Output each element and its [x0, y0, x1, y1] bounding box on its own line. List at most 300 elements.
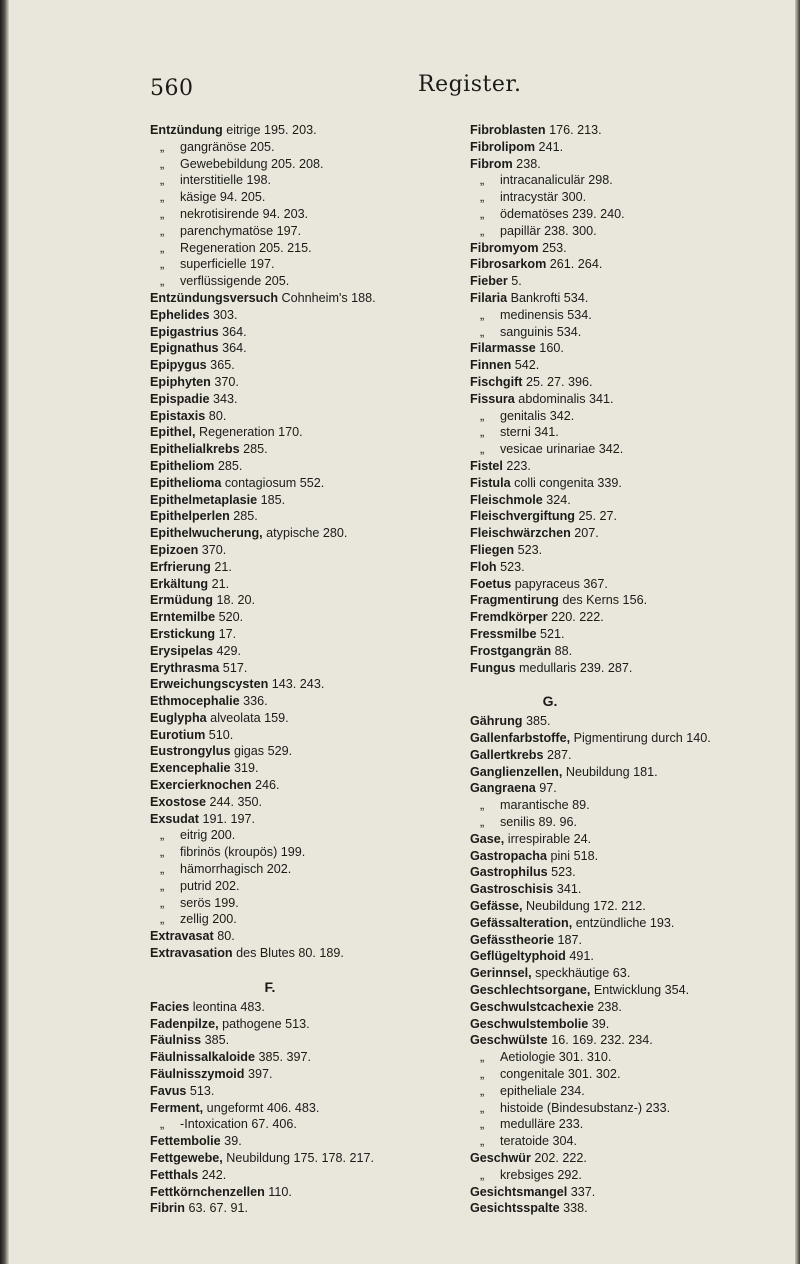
- index-entry: [470, 1200, 790, 1217]
- index-keyword: Fibromyom: [470, 240, 539, 255]
- index-keyword: Extravasation: [150, 946, 233, 961]
- index-references: Neubildung 172. 212.: [522, 899, 646, 914]
- ditto-mark: „: [480, 324, 485, 339]
- index-keyword: Erythrasma: [150, 660, 220, 675]
- index-keyword: Fleischvergiftung: [470, 509, 575, 524]
- index-entry: [470, 881, 790, 898]
- ditto-mark: „: [160, 862, 165, 877]
- index-subentry-text: ödematöses 239. 240.: [500, 206, 625, 221]
- index-keyword: Fistula: [470, 475, 511, 490]
- index-entry: [150, 525, 430, 542]
- running-title: Register.: [418, 72, 522, 97]
- index-keyword: Geflügeltyphoid: [470, 949, 566, 964]
- ditto-mark: „: [160, 206, 165, 221]
- index-references: 242.: [198, 1167, 227, 1182]
- index-entry: [470, 643, 790, 660]
- index-entry: [470, 948, 790, 965]
- index-column-right: [470, 122, 790, 1217]
- index-subentry: [470, 1066, 790, 1083]
- index-references: 542.: [511, 358, 540, 373]
- index-keyword: Fissura: [470, 391, 515, 406]
- index-entry: [150, 424, 430, 441]
- index-subentry: [150, 911, 430, 928]
- index-references: 513.: [186, 1083, 215, 1098]
- ditto-mark: „: [480, 173, 485, 188]
- index-keyword: Fetthals: [150, 1167, 199, 1182]
- ditto-mark: „: [160, 240, 165, 255]
- index-entry: [150, 122, 430, 139]
- ditto-mark: „: [160, 223, 165, 238]
- ditto-mark: „: [480, 1067, 485, 1082]
- index-entry: [470, 848, 790, 865]
- index-references: 520.: [215, 610, 244, 625]
- index-references: Neubildung 181.: [562, 764, 658, 779]
- index-references: 110.: [264, 1184, 292, 1199]
- index-keyword: Geschwülste: [470, 1033, 548, 1048]
- index-references: eitrige 195. 203.: [222, 123, 317, 137]
- index-keyword: Fremdkörper: [470, 610, 548, 625]
- index-references: 21.: [210, 559, 232, 574]
- index-subentry: [150, 827, 430, 844]
- index-entry: [470, 713, 790, 730]
- index-subentry-text: hämorrhagisch 202.: [180, 862, 292, 877]
- index-references: 5.: [507, 274, 522, 289]
- ditto-mark: „: [480, 1134, 485, 1149]
- index-entry: [150, 1083, 430, 1100]
- index-entry: [150, 1150, 430, 1167]
- index-references: contagiosum 552.: [221, 475, 325, 490]
- index-keyword: Fäulniss: [150, 1033, 202, 1048]
- index-entry: [470, 965, 790, 982]
- index-keyword: Gefässalteration,: [470, 915, 573, 930]
- index-references: 253.: [538, 240, 567, 255]
- index-entry: [150, 391, 430, 408]
- index-keyword: Geschwulstembolie: [470, 1016, 589, 1031]
- index-references: 523.: [496, 559, 525, 574]
- index-entry: [150, 999, 430, 1016]
- index-entry: [470, 508, 790, 525]
- index-entry: [150, 1167, 430, 1184]
- index-keyword: Epithelmetaplasie: [150, 492, 258, 507]
- index-subentry: [150, 861, 430, 878]
- index-keyword: Filarmasse: [470, 341, 536, 356]
- index-keyword: Fibrom: [470, 156, 513, 171]
- ditto-mark: „: [160, 173, 165, 188]
- index-keyword: Erkältung: [150, 576, 209, 591]
- index-references: 385.: [201, 1033, 230, 1048]
- section-letter: G.: [542, 693, 558, 710]
- index-references: 303.: [209, 307, 238, 322]
- ditto-mark: „: [160, 1117, 165, 1132]
- index-subentry-text: genitalis 342.: [500, 408, 575, 423]
- index-references: 25. 27. 396.: [522, 374, 593, 389]
- index-references: 385. 397.: [255, 1050, 312, 1065]
- ditto-mark: „: [160, 257, 165, 272]
- index-references: 364.: [218, 324, 247, 339]
- index-references: 244. 350.: [206, 794, 263, 809]
- index-references: pathogene 513.: [218, 1016, 310, 1031]
- index-keyword: Gastropacha: [470, 848, 547, 863]
- index-subentry-text: eitrig 200.: [180, 828, 236, 843]
- index-references: pini 518.: [547, 848, 599, 863]
- index-references: 285.: [229, 509, 258, 524]
- index-subentry-text: histoide (Bindesubstanz-) 233.: [500, 1100, 671, 1115]
- index-references: 241.: [535, 139, 564, 154]
- index-keyword: Fibrosarkom: [470, 257, 547, 272]
- index-subentry: [150, 189, 430, 206]
- index-references: 336.: [239, 694, 268, 709]
- ditto-mark: „: [160, 274, 165, 289]
- index-keyword: Exercierknochen: [150, 778, 252, 793]
- index-references: medullaris 239. 287.: [515, 660, 633, 675]
- index-subentry-text: intracanaliculär 298.: [500, 173, 613, 188]
- index-subentry: [470, 189, 790, 206]
- index-entry: [470, 1016, 790, 1033]
- index-keyword: Fettkörnchenzellen: [150, 1184, 265, 1199]
- ditto-mark: „: [480, 1083, 485, 1098]
- index-subentry-text: käsige 94. 205.: [180, 190, 266, 205]
- index-references: 191. 197.: [199, 811, 256, 826]
- index-references: Pigmentirung durch 140.: [570, 731, 711, 746]
- index-keyword: Epizoen: [150, 542, 199, 557]
- ditto-mark: „: [160, 912, 165, 927]
- index-keyword: Gefässe,: [470, 899, 523, 914]
- index-entry: [470, 576, 790, 593]
- index-keyword: Ethmocephalie: [150, 694, 240, 709]
- index-entry: [470, 747, 790, 764]
- index-entry: [470, 290, 790, 307]
- scanned-page-edge: [0, 0, 9, 1264]
- index-entry: [150, 408, 430, 425]
- index-references: 238.: [593, 999, 622, 1014]
- index-keyword: Fistel: [470, 458, 503, 473]
- index-keyword: Exsudat: [150, 811, 199, 826]
- index-references: papyraceus 367.: [511, 576, 608, 591]
- index-entry: [150, 475, 430, 492]
- index-keyword: Epistaxis: [150, 408, 206, 423]
- index-keyword: Fäulnisszymoid: [150, 1067, 245, 1082]
- index-references: 370.: [198, 542, 227, 557]
- index-entry: [470, 1032, 790, 1049]
- index-subentry-text: Aetiologie 301. 310.: [500, 1050, 612, 1065]
- index-keyword: Facies: [150, 999, 190, 1014]
- index-references: 341.: [553, 882, 582, 897]
- index-column-left: [150, 122, 430, 1217]
- index-subentry: [470, 307, 790, 324]
- ditto-mark: „: [160, 828, 165, 843]
- index-subentry: [470, 206, 790, 223]
- index-entry: [150, 727, 430, 744]
- index-references: 523.: [514, 542, 543, 557]
- index-subentry: [150, 156, 430, 173]
- index-keyword: Fungus: [470, 660, 516, 675]
- index-entry: [470, 915, 790, 932]
- index-references: 80.: [205, 408, 227, 423]
- index-subentry-text: verflüssigende 205.: [180, 274, 290, 289]
- index-references: irrespirable 24.: [504, 831, 592, 846]
- index-references: 39.: [588, 1016, 610, 1031]
- index-subentry-text: teratoide 304.: [500, 1134, 578, 1149]
- index-subentry-text: intracystär 300.: [500, 190, 587, 205]
- index-references: 17.: [215, 626, 237, 641]
- index-entry: [470, 730, 790, 747]
- index-subentry-text: marantische 89.: [500, 798, 590, 813]
- index-entry: [470, 374, 790, 391]
- index-references: 491.: [565, 949, 594, 964]
- index-entry: [470, 1150, 790, 1167]
- index-keyword: Ferment,: [150, 1100, 204, 1115]
- index-references: 385.: [522, 714, 551, 729]
- index-keyword: Fischgift: [470, 374, 523, 389]
- ditto-mark: „: [160, 895, 165, 910]
- ditto-mark: „: [480, 815, 485, 830]
- index-keyword: Fibroblasten: [470, 123, 546, 137]
- index-references: 160.: [535, 341, 564, 356]
- index-references: 246.: [251, 778, 280, 793]
- ditto-mark: „: [480, 442, 485, 457]
- index-entry: [150, 1133, 430, 1150]
- index-references: Bankrofti 534.: [507, 290, 589, 305]
- index-references: 25. 27.: [574, 509, 617, 524]
- index-entry: [470, 340, 790, 357]
- index-keyword: Fliegen: [470, 542, 515, 557]
- index-entry: [470, 458, 790, 475]
- index-keyword: Fibrolipom: [470, 139, 536, 154]
- index-entry: [150, 693, 430, 710]
- index-keyword: Fieber: [470, 274, 508, 289]
- index-references: 364.: [218, 341, 247, 356]
- index-keyword: Gallenfarbstoffe,: [470, 731, 571, 746]
- index-entry: [150, 794, 430, 811]
- index-subentry: [470, 1083, 790, 1100]
- index-keyword: Gesichtsmangel: [470, 1184, 568, 1199]
- index-references: 285.: [214, 458, 243, 473]
- index-subentry-text: papillär 238. 300.: [500, 223, 597, 238]
- index-subentry: [470, 814, 790, 831]
- index-keyword: Epispadie: [150, 391, 210, 406]
- index-subentry-text: medulläre 233.: [500, 1117, 584, 1132]
- index-keyword: Epipygus: [150, 358, 207, 373]
- index-subentry-text: fibrinös (kroupös) 199.: [180, 845, 306, 860]
- index-subentry-text: Regeneration 205. 215.: [180, 240, 312, 255]
- index-references: 207.: [570, 526, 599, 541]
- index-subentry: [470, 797, 790, 814]
- index-references: 521.: [536, 626, 565, 641]
- index-subentry-text: gangränöse 205.: [180, 139, 275, 154]
- index-entry: [470, 559, 790, 576]
- ditto-mark: „: [480, 223, 485, 238]
- index-entry: [150, 1066, 430, 1083]
- index-keyword: Euglypha: [150, 710, 207, 725]
- index-subentry: [470, 441, 790, 458]
- index-keyword: Fettgewebe,: [150, 1151, 223, 1166]
- index-references: 88.: [551, 643, 573, 658]
- index-keyword: Entzündung: [150, 123, 223, 137]
- index-keyword: Favus: [150, 1083, 187, 1098]
- index-keyword: Ephelides: [150, 307, 210, 322]
- index-entry: [470, 1184, 790, 1201]
- index-keyword: Erfrierung: [150, 559, 211, 574]
- index-keyword: Epiphyten: [150, 374, 211, 389]
- index-references: 63. 67. 91.: [184, 1201, 249, 1216]
- index-subentry: [150, 878, 430, 895]
- index-entry: [470, 831, 790, 848]
- index-entry: [470, 273, 790, 290]
- index-entry: [470, 357, 790, 374]
- index-subentry: [150, 844, 430, 861]
- index-keyword: Frostgangrän: [470, 643, 552, 658]
- index-entry: [150, 777, 430, 794]
- index-references: 16. 169. 232. 234.: [547, 1033, 653, 1048]
- index-references: 97.: [535, 781, 557, 796]
- index-references: 187.: [554, 932, 583, 947]
- index-keyword: Geschwulstcachexie: [470, 999, 594, 1014]
- index-keyword: Filaria: [470, 290, 508, 305]
- index-entry: [470, 609, 790, 626]
- index-references: 39.: [220, 1134, 242, 1149]
- ditto-mark: „: [480, 1167, 485, 1182]
- index-entry: [470, 139, 790, 156]
- index-keyword: Erntemilbe: [150, 610, 216, 625]
- index-keyword: Finnen: [470, 358, 512, 373]
- index-keyword: Epignathus: [150, 341, 219, 356]
- index-entry: [150, 324, 430, 341]
- index-keyword: Fettembolie: [150, 1134, 221, 1149]
- index-entry: [150, 374, 430, 391]
- ditto-mark: „: [480, 1117, 485, 1132]
- index-references: leontina 483.: [189, 999, 265, 1014]
- ditto-mark: „: [160, 156, 165, 171]
- index-subentry-text: Gewebebildung 205. 208.: [180, 156, 324, 171]
- index-entry: [150, 592, 430, 609]
- index-entry: [150, 928, 430, 945]
- index-keyword: Epithelioma: [150, 475, 222, 490]
- index-entry: [470, 626, 790, 643]
- index-subentry: [150, 223, 430, 240]
- index-references: 397.: [244, 1067, 273, 1082]
- index-entry: [470, 156, 790, 173]
- ditto-mark: „: [160, 190, 165, 205]
- index-entry: [150, 307, 430, 324]
- index-subentry-text: parenchymatöse 197.: [180, 223, 302, 238]
- index-entry: [470, 492, 790, 509]
- index-subentry-text: medinensis 534.: [500, 307, 592, 322]
- index-keyword: Geschlechtsorgane,: [470, 983, 591, 998]
- index-keyword: Gerinnsel,: [470, 966, 532, 981]
- scanned-page-edge-right: [795, 0, 800, 1264]
- index-references: 337.: [567, 1184, 596, 1199]
- section-letter: F.: [264, 978, 276, 995]
- index-entry: [150, 609, 430, 626]
- index-entry: [470, 122, 790, 139]
- index-references: 143. 243.: [268, 677, 325, 692]
- index-entry: [150, 626, 430, 643]
- index-subentry: [470, 408, 790, 425]
- index-keyword: Epithelialkrebs: [150, 442, 240, 457]
- index-entry: [150, 643, 430, 660]
- index-entry: [150, 492, 430, 509]
- index-references: 223.: [502, 458, 531, 473]
- index-keyword: Extravasat: [150, 929, 214, 944]
- index-references: 220. 222.: [547, 610, 604, 625]
- index-references: 285.: [239, 442, 268, 457]
- index-references: Entwicklung 354.: [590, 983, 690, 998]
- index-subentry: [150, 206, 430, 223]
- index-subentry-text: -Intoxication 67. 406.: [180, 1117, 297, 1132]
- index-keyword: Epigastrius: [150, 324, 219, 339]
- ditto-mark: „: [480, 425, 485, 440]
- page-number: 560: [150, 76, 194, 101]
- ditto-mark: „: [160, 845, 165, 860]
- index-references: Cohnheim's 188.: [278, 290, 376, 305]
- index-references: 338.: [559, 1201, 588, 1216]
- index-subentry-text: senilis 89. 96.: [500, 815, 578, 830]
- index-entry: [150, 660, 430, 677]
- index-entry: [150, 1049, 430, 1066]
- index-entry: [150, 1032, 430, 1049]
- index-entry: [470, 525, 790, 542]
- index-subentry: [470, 172, 790, 189]
- index-subentry: [470, 1116, 790, 1133]
- index-entry: [470, 660, 790, 677]
- index-references: 343.: [209, 391, 238, 406]
- index-subentry: [470, 1133, 790, 1150]
- index-subentry: [470, 324, 790, 341]
- index-references: entzündliche 193.: [572, 915, 675, 930]
- index-keyword: Epitheliom: [150, 458, 215, 473]
- index-references: 510.: [205, 727, 234, 742]
- index-subentry: [150, 256, 430, 273]
- index-keyword: Gase,: [470, 831, 505, 846]
- ditto-mark: „: [480, 307, 485, 322]
- index-subentry-text: putrid 202.: [180, 878, 240, 893]
- index-entry: [470, 240, 790, 257]
- index-subentry-text: zellig 200.: [180, 912, 237, 927]
- index-references: 517.: [219, 660, 248, 675]
- index-keyword: Gesichtsspalte: [470, 1201, 560, 1216]
- index-keyword: Fibrin: [150, 1201, 185, 1216]
- index-subentry: [150, 172, 430, 189]
- index-subentry-text: krebsiges 292.: [500, 1167, 582, 1182]
- index-keyword: Gangraena: [470, 781, 536, 796]
- index-references: des Blutes 80. 189.: [232, 946, 344, 961]
- index-references: 18. 20.: [212, 593, 255, 608]
- index-keyword: Gallertkrebs: [470, 747, 544, 762]
- index-entry: [150, 542, 430, 559]
- index-keyword: Fleischwärzchen: [470, 526, 571, 541]
- ditto-mark: „: [160, 878, 165, 893]
- index-keyword: Fragmentirung: [470, 593, 559, 608]
- index-references: 523.: [547, 865, 576, 880]
- index-references: 261. 264.: [546, 257, 603, 272]
- index-subentry: [150, 895, 430, 912]
- index-references: atypische 280.: [262, 526, 348, 541]
- index-keyword: Fäulnissalkaloide: [150, 1050, 255, 1065]
- index-entry: [470, 256, 790, 273]
- index-references: 365.: [206, 358, 235, 373]
- index-subentry-text: serös 199.: [180, 895, 239, 910]
- index-entry: [150, 340, 430, 357]
- index-subentry-text: sterni 341.: [500, 425, 559, 440]
- index-entry: [150, 710, 430, 727]
- index-entry: [150, 743, 430, 760]
- index-references: 429.: [213, 643, 242, 658]
- index-keyword: Fressmilbe: [470, 626, 537, 641]
- index-entry: [150, 760, 430, 777]
- index-keyword: Eurotium: [150, 727, 206, 742]
- index-keyword: Gastrophilus: [470, 865, 548, 880]
- index-entry: [150, 290, 430, 307]
